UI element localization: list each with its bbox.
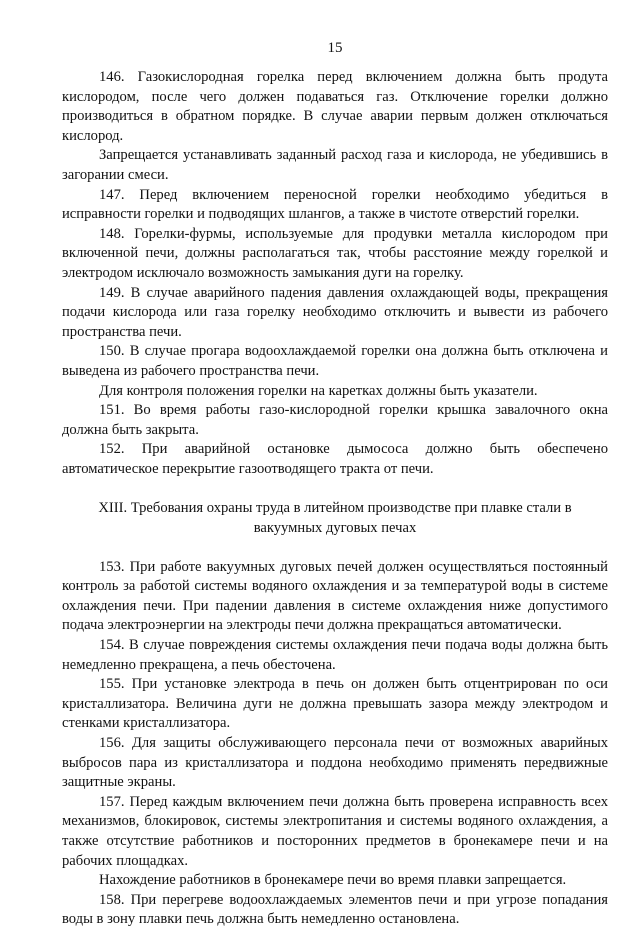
paragraph-155: 155. При установке электрода в печь он должен быть отцентрирован по оси кристаллизатора. Величина дуги не должна превышать зазора между электродом и стенками кристаллизатора. (62, 676, 608, 732)
paragraph-157: 157. Перед каждым включением печи должна быть проверена исправность всех механизмов, блокировок, системы электропитания и системы водяного охлаждения, а также отсутствие работников и посторонних предметов в бронекамере печи и на рабочих площадках. (62, 793, 608, 869)
paragraph-153: 153. При работе вакуумных дуговых печей должен осуществляться постоянный контроль за работой системы водяного охлаждения и за температурой воды в системе охлаждения печи. При падении давления в системе охлаждения ниже допустимого подача электроэнергии на электроды печи должна прекращаться автоматически. (62, 558, 608, 634)
paragraph-156: 156. Для защиты обслуживающего персонала печи от возможных аварийных выбросов пара из кристаллизатора и поддона необходимо применять передвижные защитные экраны. (62, 735, 608, 791)
paragraph-152: 152. При аварийной остановке дымососа должно быть обеспечено автоматическое перекрытие газоотводящего тракта от печи. (62, 441, 608, 477)
paragraph-151: 151. Во время работы газо-кислородной горелки крышка завалочного окна должна быть закрыта. (62, 402, 608, 438)
paragraph-147: 147. Перед включением переносной горелки необходимо убедиться в исправности горелки и подводящих шлангов, а также в чистоте отверстий горелки. (62, 186, 608, 223)
page-number: 15 (327, 40, 343, 56)
paragraph-150-note: Для контроля положения горелки на каретках должны быть указатели. (99, 382, 538, 399)
paragraph-149: 149. В случае аварийного падения давления охлаждающей воды, прекращения подачи кислорода или газа горелку необходимо отключить и вывести из рабочего пространства печи. (62, 284, 608, 340)
paragraph-158: 158. При перегреве водоохлаждаемых элементов печи и при угрозе попадания воды в зону плавки печь должна быть немедленно остановлена. (62, 891, 608, 928)
paragraph-154: 154. В случае повреждения системы охлаждения печи подача воды должна быть немедленно прекращена, а печь обесточена. (62, 637, 608, 673)
section-heading: XIII. Требования охраны труда в литейном производстве при плавке стали в вакуумных дуговых печах (98, 500, 572, 537)
paragraph-146-note: Запрещается устанавливать заданный расход газа и кислорода, не убедившись в загорании смеси. (62, 147, 608, 183)
paragraph-146: 146. Газокислородная горелка перед включением должна быть продута кислородом, после чего должен подаваться газ. Отключение горелки должно производиться в обратном порядке. В случае аварии первым должен отключаться кислород. (62, 69, 608, 144)
paragraph-157-note: Нахождение работников в бронекамере печи во время плавки запрещается. (99, 872, 567, 889)
paragraph-148: 148. Горелки-фурмы, используемые для продувки металла кислородом при включенной печи, должны располагаться так, чтобы расстояние между горелкой и электродом исключало возможность замыкания дуги на горелку. (62, 225, 608, 281)
paragraph-150: 150. В случае прогара водоохлаждаемой горелки она должна быть отключена и выведена из рабочего пространства печи. (62, 343, 608, 379)
